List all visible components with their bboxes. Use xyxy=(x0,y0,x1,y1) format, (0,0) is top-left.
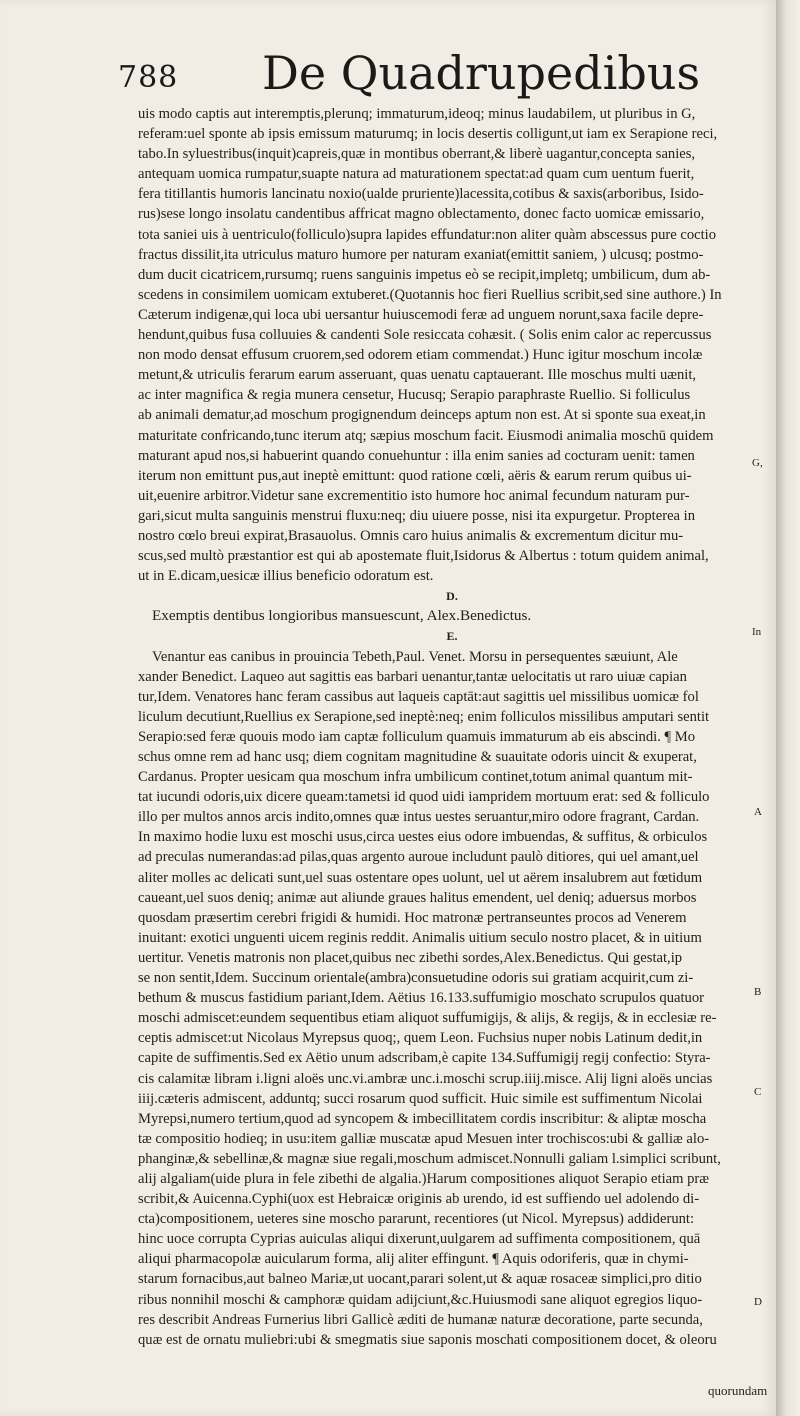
text-line: hendunt,quibus fusa colluuies & candenti Sole resiccata cohæsit. ( Solis enim calor ac repercussus xyxy=(138,327,712,344)
text-line: illo per multos annos arcis indito,omnes quæ intus uestes seruantur,miro odore fragrant, Cardan. xyxy=(138,809,700,826)
text-line: gari,sicut multa sanguinis menstrui fluxu:neq; diu uiuere posse, nisi ita expurgetur. Propterea in xyxy=(138,507,696,524)
body-text xyxy=(138,104,766,1350)
margin-note: G, xyxy=(752,457,763,469)
section-letter-e: E. xyxy=(446,629,458,644)
section-heading-d: Exemptis dentibus longioribus mansuescunt, Alex.Benedictus. xyxy=(152,607,532,625)
text-line: caueant,uel suos deniq; animæ aut aliunde graues halitus emendent, uel deniq; aduersus morbos xyxy=(138,889,697,906)
margin-note: A xyxy=(754,806,762,818)
text-line: res describit Andreas Furnerius libri Gallicè æditi de humanæ naturæ decoratione, parte secunda, xyxy=(138,1311,703,1328)
text-line: maturant apud nos,si habuerint quando conuehuntur : illa enim sanies ad cocturam uenit: tamen xyxy=(138,447,695,464)
text-line: fractus dissilit,ita utriculus maturo humore per naturam exaniat(emittit saniem, ) ulcusq; postmo- xyxy=(138,246,704,263)
paragraph-section-e xyxy=(138,647,766,1350)
text-line: aliter molles ac delicati sunt,uel suas ostentare opes uolunt, uel ut aërem insalubrem aut fœtidum xyxy=(138,869,703,886)
text-line: nostro cœlo breui expirat,Brasauolus. Omnis caro huius animalis & excrementum dicitur mu- xyxy=(138,527,684,544)
text-line: iterum non emittunt pus,aut ineptè emittunt: quod ratione cœli, aëris & earum rerum quibus ui- xyxy=(138,467,692,484)
text-line: tur,Idem. Venatores hanc feram cassibus aut laqueis captāt:aut sagittis uel missilibus uomicæ fol xyxy=(138,688,699,705)
text-line: Myrepsi,numero tertium,quod ad syncopem & imbecillitatem cordis inscribitur: & aliptæ moscha xyxy=(138,1110,707,1127)
text-line: quæ est de ornatu muliebri:ubi & smegmatis siue saponis moschati compositionem docet, & oleoru xyxy=(138,1331,717,1348)
text-line: Serapio:sed feræ quouis modo iam captæ folliculum quamuis immaturum ab eis abscindi. ¶ Mo xyxy=(138,728,696,745)
text-line: uit,euenire arbitror.Videtur sane excrementitio isto humore hoc animal fecundum naturam pur- xyxy=(138,487,690,504)
text-line: cis calamitæ libram i.ligni aloës unc.vi.ambræ unc.i.moschi scrup.iiij.misce. Alij ligni aloës uncias xyxy=(138,1070,713,1087)
text-line: Cæterum indigenæ,qui loca ubi uersantur huiuscemodi feræ ad unguem norunt,saxa facile depre- xyxy=(138,306,704,323)
text-line: tat iucundi odoris,uix dicere queam:tametsi id quod uidi iampridem mortuum erat: sed & folliculo xyxy=(138,789,710,806)
margin-note: D xyxy=(754,1296,762,1308)
text-line: Cardanus. Propter uesicam qua moschum infra umbilicum continet,totum animal quantum mit- xyxy=(138,769,693,786)
text-line: ad preculas numerandas:ad pilas,quas argento auroue includunt paulò ditiores, qui uel amant,uel xyxy=(138,849,699,866)
paragraph-main xyxy=(138,104,766,586)
text-line: ac inter magnifica & regia munera censetur, Hucusq; Serapio paraphraste Ruellio. Si folliculus xyxy=(138,387,691,404)
text-line: scribit,& Auicenna.Cyphi(uox est Hebraicæ originis ab urendo, id est suffiendo uel adolendo di- xyxy=(138,1191,700,1208)
page-gutter-edge xyxy=(776,0,800,1416)
text-line: tæ compositio hodieq; in usu:item galliæ muscatæ apud Mesuen inter trochiscos:ubi & galliæ alo- xyxy=(138,1130,710,1147)
page-header xyxy=(112,44,762,104)
text-line: aliqui pharmacopolæ auicularum forma, alij aliter effingunt. ¶ Aquis odoriferis, quæ in chymi- xyxy=(138,1251,689,1268)
text-line: ribus nonnihil moschi & camphoræ quidam adijciunt,&c.Huiusmodi sane aliquot egregios liquo- xyxy=(138,1291,703,1308)
text-line: uis modo captis aut interemptis,plerunq; immaturum,ideoq; minus laudabilem, ut pluribus in G, xyxy=(138,106,696,122)
text-line: antequam uomica rumpatur,suapte natura ad maturationem spectat:ad quam cum uentum fuerit, xyxy=(138,166,695,183)
text-line: quosdam præsertim cerebri frigidi & humidi. Hoc matronæ pertranseuntes procos ad Venerem xyxy=(138,909,687,926)
text-line: metunt,& utriculis ferarum earum asseruant, quas uenatu captauerant. Ille moschus multi uænit, xyxy=(138,367,697,384)
text-line: xander Benedict. Laqueo aut sagittis eas barbari uenantur,tantæ uelocitatis ut raro uiuæ capian xyxy=(138,668,687,685)
text-line: referam:uel sponte ab ipsis emissum maturumq; in locis desertis colligunt,ut iam ex Serapione reci, xyxy=(138,126,718,143)
text-line: fera titillantis humoris lancinatu noxio(ualde pruriente)lacessita,cotibus & saxis(arboribus, Isido- xyxy=(138,186,704,203)
text-line: In maximo hodie luxu est moschi usus,circa uestes eius odore imbuendas, & suffitus, & orbiculos xyxy=(138,829,708,846)
text-line: dum ducit cicatricem,rursumq; ruens sanguinis impetus eò se recipit,impletq; umbilicum, dum ab- xyxy=(138,266,711,283)
text-line: ut in E.dicam,uesicæ illius beneficio odoratum est. xyxy=(138,568,434,585)
text-line: uertitur. Venetis matronis non placet,quibus nec zibethi sordes,Alex.Benedictus. Qui gestat,ip xyxy=(138,949,683,966)
text-line: ceptis admiscet:ut Nicolaus Myrepsus quoq;, quem Leon. Fuchsius nuper nobis Latinum dedit,in xyxy=(138,1030,703,1047)
margin-note: C xyxy=(754,1086,762,1098)
text-line: bethum & muscus fastidium pariant,Idem. Aëtius 16.133.suffumigio moschato scrupulos quatuor xyxy=(138,990,704,1007)
text-line: tabo.In syluestribus(inquit)capreis,quæ in montibus oberrant,& liberè uagantur,concepta sanies, xyxy=(138,146,696,163)
text-line: phanginæ,& sebellinæ,& magnæ siue regali,moschum admiscet.Nonnulli galiam l.simplici scribunt, xyxy=(138,1150,721,1167)
text-line: scus,sed multò præstantior est qui ab apostemate fluit,Isidorus & Albertus : totum quidem animal, xyxy=(138,548,709,565)
text-line: maturitate confricando,tunc iterum atq; sæpius moschum facit. Eiusmodi animalia moschū quidem xyxy=(138,427,714,444)
text-line: cta)compositionem, ueteres sine moscho pararunt, recentiores (ut Nicol. Myrepsus) addiderunt: xyxy=(138,1211,695,1228)
text-line: scedens in consimilem uomicam extuberet.(Quotannis hoc fieri Ruellius scribit,sed sine authore.) In xyxy=(138,286,722,303)
text-line: ab animali dematur,ad moschum progignendum deinceps aptum non est. At si sponte sua exeat,in xyxy=(138,407,706,424)
margin-note: In xyxy=(752,626,762,638)
text-line: starum fornacibus,aut balneo Mariæ,ut uocant,parari solent,ut & aquæ rosaceæ simplici,pro ditio xyxy=(138,1271,702,1288)
running-title: De Quadrupedibus xyxy=(262,46,701,100)
text-line: hinc uoce corrupta Cyprias auiculas aliqui dixerunt,uulgarem ad suffimenta compositionem, quā xyxy=(138,1231,701,1248)
catchword: quorundam xyxy=(708,1383,768,1398)
text-line: schus omne rem ad hanc usq; diem cognitam magnitudine & suauitate odoris uincit & exuperat, xyxy=(138,749,697,765)
text-line: moschi admiscet:eundem sequentibus etiam aliquot suffumigijs, & alijs, & regijs, & in ecclesiæ re- xyxy=(138,1010,717,1027)
text-line: se non sentit,Idem. Succinum orientale(ambra)consuetudine odoris sui gratiam acquirit,cum zi- xyxy=(138,970,694,987)
text-line: Venantur eas canibus in prouincia Tebeth,Paul. Venet. Morsu in persequentes sæuiunt, Ale xyxy=(152,648,678,665)
section-letter-d: D. xyxy=(446,589,458,604)
text-line: liculum decutiunt,Ruellius ex Serapione,sed ineptè:neq; enim folliculos missilibus amputari sentit xyxy=(138,708,710,725)
text-line: iiij.cæteris admiscent, adduntq; succi rosarum quod sufficit. Huic simile est suffimentum Nicolai xyxy=(138,1090,703,1107)
page-number: 788 xyxy=(118,60,179,95)
text-line: tota saniei uis à uentriculo(folliculo)supra lapides effundatur:non aliter quàm abscessus pure coctio xyxy=(138,226,717,243)
text-line: rus)sese longo insolatu candentibus affricat magno oblectamento, donec facto uomicæ emissario, xyxy=(138,206,705,223)
margin-note: B xyxy=(754,986,762,998)
text-line: capite de suffimentis.Sed ex Aëtio unum adscribam,è capite 134.Suffumigij regij confectio: Styra- xyxy=(138,1050,711,1067)
text-line: alij algaliam(uide plura in fele zibethi de algalia.)Harum compositiones aliquot Serapio etiam præ xyxy=(138,1170,710,1187)
text-line: non modo densat effusum cruorem,sed odorem etiam commendat.) Hunc igitur moschum incolæ xyxy=(138,347,703,364)
text-line: inuitant: exotici unguenti uicem reginis reddit. Animalis uitium seculo nostro placet, & in uitium xyxy=(138,929,702,946)
